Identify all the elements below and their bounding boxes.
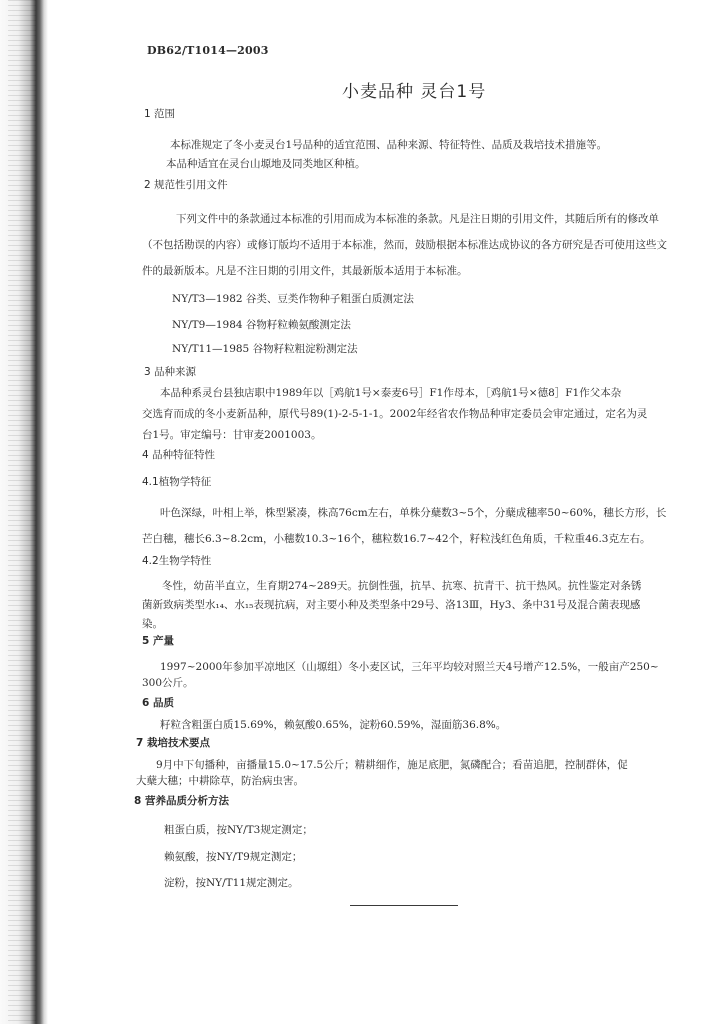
- paragraph-line: 籽粒含粗蛋白质15.69%，赖氨酸0.65%，淀粉60.59%，湿面筋36.8%。: [160, 719, 507, 731]
- end-rule: [338, 905, 458, 906]
- paragraph-line: 冬性，幼苗半直立，生育期274~289天。抗倒性强，抗旱、抗寒、抗青干、抗干热风。抗性鉴定对条锈: [162, 580, 642, 592]
- end-rule-gap: [338, 905, 350, 906]
- paragraph-line: 大蘖大穗；中耕除草，防治病虫害。: [136, 775, 304, 787]
- paragraph-line: 赖氨酸，按NY/T9规定测定；: [164, 851, 303, 863]
- paragraph-line: 下列文件中的条款通过本标准的引用而成为本标准的条款。凡是注日期的引用文件，其随后所有的修改单: [176, 213, 659, 225]
- section-heading-normative-references: 2 规范性引用文件: [144, 179, 228, 191]
- section-heading-cultivation: 7 栽培技术要点: [136, 737, 210, 749]
- paragraph-line: 芒白穗，穗长6.3~8.2cm，小穗数10.3~16个，穗粒数16.7~42个，籽粒浅红色角质，千粒重46.3克左右。: [142, 533, 651, 545]
- paragraph-line: 叶色深绿，叶相上举，株型紧凑，株高76cm左右，单株分蘖数3~5个，分蘖成穗率50~60%，穗长方形，长: [160, 507, 667, 519]
- section-heading-yield: 5 产量: [142, 635, 174, 647]
- paragraph-line: 菌新致病类型水₁₄、水₁₅表现抗病，对主要小种及类型条中29号、洛13Ⅲ，Hy3、条中31号及混合菌表现感: [142, 599, 641, 611]
- paragraph-line: 本标准规定了冬小麦灵台1号品种的适宜范围、品种来源、特征特性、品质及栽培技术措施等。: [170, 139, 608, 151]
- paragraph-line: 本品种适宜在灵台山塬地及同类地区种植。: [166, 158, 366, 170]
- section-heading-scope: 1 范围: [144, 108, 176, 120]
- paragraph-line: 300公斤。: [142, 677, 194, 689]
- document-title: 小麦品种 灵台1号: [342, 82, 487, 102]
- section-heading-variety-origin: 3 品种来源: [144, 366, 197, 378]
- section-heading-characteristics: 4 品种特征特性: [142, 449, 216, 461]
- paragraph-line: 淀粉，按NY/T11规定测定。: [164, 877, 299, 889]
- section-heading-biological-traits: 4.2生物学特性: [142, 555, 212, 567]
- paragraph-line: 1997~2000年参加平凉地区（山塬组）冬小麦区试，三年平均较对照兰天4号增产12.5%，一般亩产250~: [160, 661, 659, 673]
- reference-item: NY/T11—1985 谷物籽粒粗淀粉测定法: [172, 343, 358, 355]
- paragraph-line: 粗蛋白质，按NY/T3规定测定；: [164, 824, 313, 836]
- paragraph-line: 本品种系灵台县独店职中1989年以［鸡航1号×泰麦6号］F1作母本，［鸡航1号×德8］F1作父本杂: [160, 387, 622, 399]
- paragraph-line: （不包括勘误的内容）或修订版均不适用于本标准，然而，鼓励根据本标准达成协议的各方研究是否可使用这些文: [142, 239, 667, 251]
- section-heading-botanical-features: 4.1植物学特征: [142, 476, 212, 488]
- paragraph-line: 件的最新版本。凡是不注日期的引用文件，其最新版本适用于本标准。: [142, 265, 468, 277]
- reference-item: NY/T3—1982 谷类、豆类作物种子粗蛋白质测定法: [172, 293, 414, 305]
- paragraph-line: 9月中下旬播种，亩播量15.0~17.5公斤；精耕细作，施足底肥，氮磷配合；看苗追肥，控制群体，促: [156, 759, 628, 771]
- section-heading-analysis-methods: 8 营养品质分析方法: [134, 795, 229, 807]
- paragraph-line: 交选育而成的冬小麦新品种，原代号89(1)-2-5-1-1。2002年经省农作物品种审定委员会审定通过，定名为灵: [142, 408, 648, 420]
- reference-item: NY/T9—1984 谷物籽粒赖氨酸测定法: [172, 319, 351, 331]
- paragraph-line: 台1号。审定编号：甘审麦2001003。: [142, 429, 322, 441]
- paragraph-line: 染。: [142, 618, 163, 630]
- section-heading-quality: 6 品质: [142, 697, 174, 709]
- document-code: DB62/T1014—2003: [147, 44, 269, 57]
